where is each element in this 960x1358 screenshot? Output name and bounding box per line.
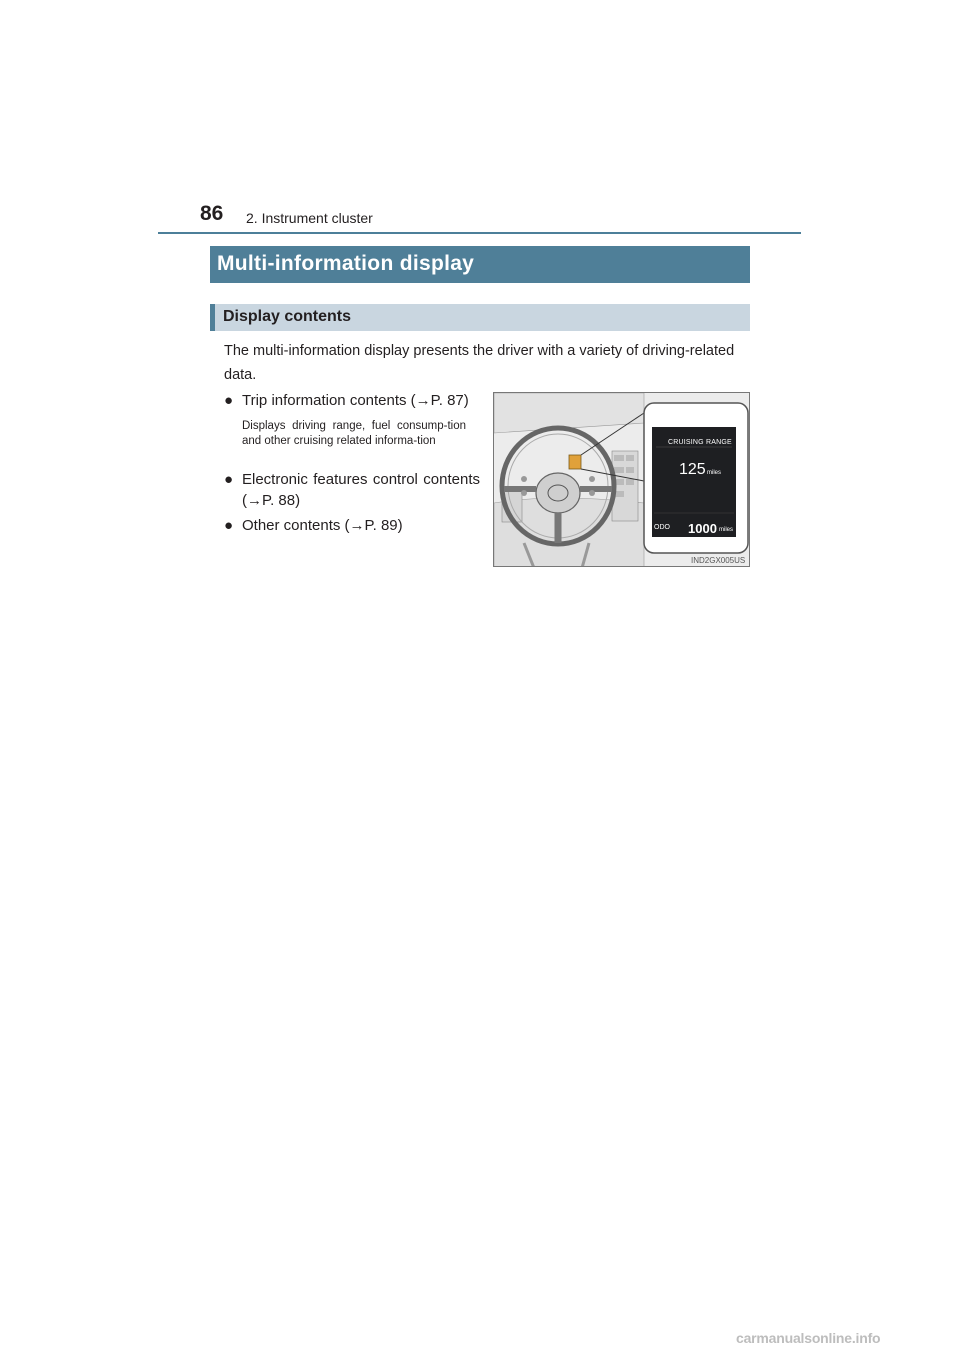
odometer-unit: miles — [719, 527, 734, 533]
cruising-range-label: CRUISING RANGE — [668, 439, 732, 446]
odometer-label: ODO — [654, 524, 670, 531]
cruising-range-unit: miles — [707, 470, 722, 476]
section-heading — [210, 246, 750, 283]
bullet-icon: ● — [224, 517, 234, 534]
chapter-title: 2. Instrument cluster — [246, 210, 373, 226]
list-item-text: Other contents (→P. 89) — [242, 517, 403, 534]
dashboard-drawing — [494, 393, 750, 567]
footer-watermark[interactable]: carmanualsonline.info — [736, 1330, 881, 1346]
bullet-icon: ● — [224, 392, 234, 409]
list-item-text: Electronic features control contents (→P. 88) — [242, 471, 480, 509]
header-rule — [158, 232, 801, 234]
odometer-value: 1000 — [688, 521, 717, 536]
instrument-cluster-illustration — [493, 392, 750, 567]
image-code: IND2GX005US — [691, 556, 746, 565]
subsection-title: Display contents — [223, 308, 352, 325]
list-item-text: Trip information contents (→P. 87) — [242, 392, 469, 409]
subsection-heading — [210, 304, 750, 331]
cruising-range-value: 125 — [679, 461, 706, 478]
section-title: Multi-information display — [217, 252, 475, 275]
bullet-icon: ● — [224, 471, 234, 488]
intro-paragraph: The multi-information display presents the driver with a variety of driving-related data. — [224, 343, 735, 383]
page-number: 86 — [200, 202, 224, 225]
list-item-note: Displays driving range, fuel consump-tion and other cruising related informa-tion — [242, 420, 466, 447]
